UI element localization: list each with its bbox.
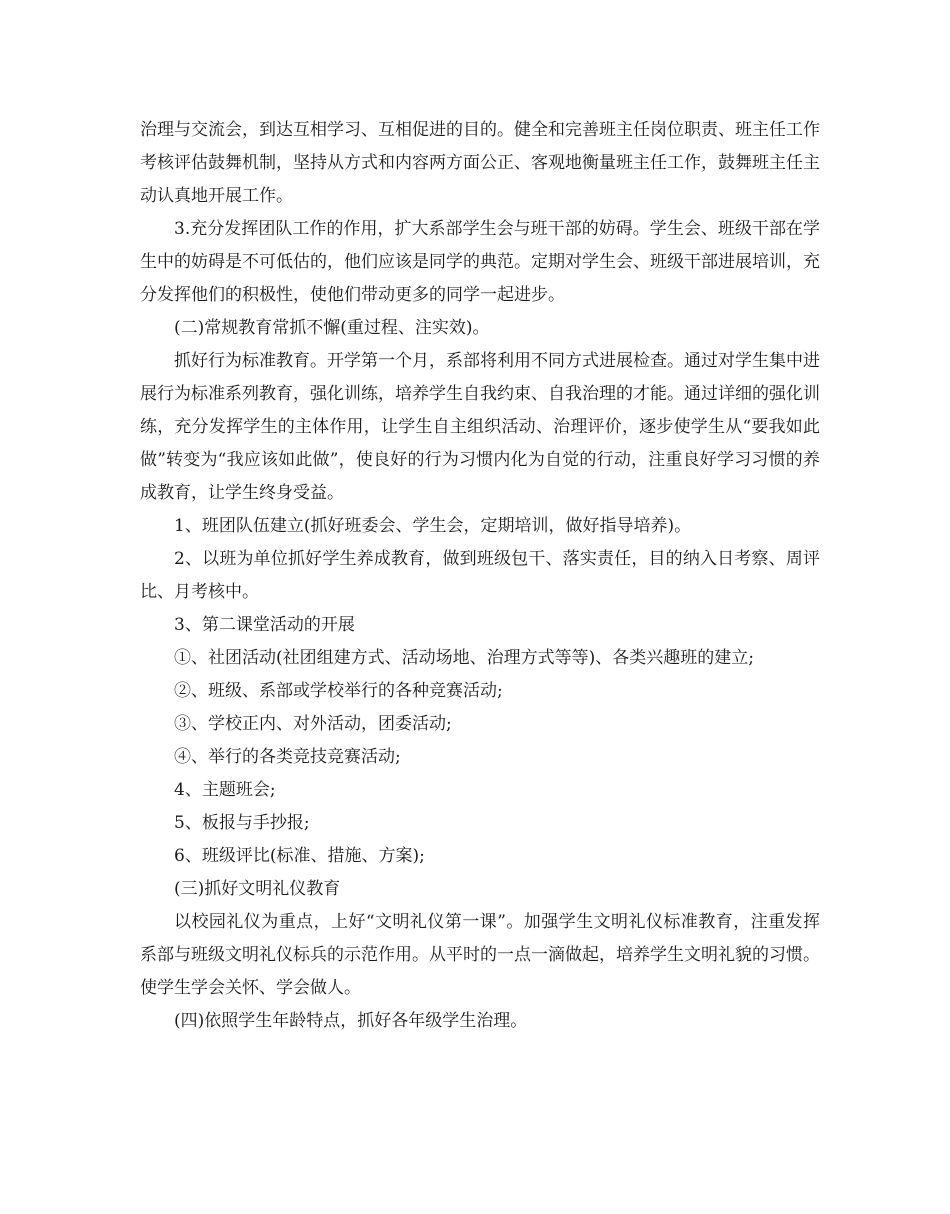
sub-list-item: ②、班级、系部或学校举行的各种竞赛活动;: [174, 681, 503, 701]
section-heading: (三)抓好文明礼仪教育: [174, 879, 341, 899]
list-item: 4、主题班会;: [174, 780, 276, 800]
list-item: 6、班级评比(标准、措施、方案);: [174, 846, 425, 866]
list-item: 1、班团队伍建立(抓好班委会、学生会，定期培训，做好指导培养)。: [174, 516, 692, 536]
document-body: [140, 114, 820, 1038]
section-heading: (二)常规教育常抓不懈(重过程、注实效)。: [174, 318, 490, 338]
list-item: 5、板报与手抄报;: [174, 813, 310, 833]
paragraph: 3.充分发挥团队工作的作用，扩大系部学生会与班干部的妨碍。学生会、班级干部在学生中的妨碍是不可低估的，他们应该是同学的典范。定期对学生会、班级干部进展培训，充分发挥他们的积极性，使他们带动更多的同学一起进步。: [140, 219, 820, 305]
paragraph: 以校园礼仪为重点，上好“文明礼仪第一课”。加强学生文明礼仪标准教育，注重发挥系部与班级文明礼仪标兵的示范作用。从平时的一点一滴做起，培养学生文明礼貌的习惯。使学生学会关怀、学会做人。: [140, 912, 820, 998]
sub-list-item: ④、举行的各类竞技竞赛活动;: [174, 747, 401, 767]
list-item: 3、第二课堂活动的开展: [174, 615, 355, 635]
sub-list-item: ③、学校正内、对外活动，团委活动;: [174, 714, 452, 734]
paragraph: 治理与交流会，到达互相学习、互相促进的目的。健全和完善班主任岗位职责、班主任工作考核评估鼓舞机制，坚持从方式和内容两方面公正、客观地衡量班主任工作，鼓舞班主任主动认真地开展工作。: [140, 120, 820, 206]
sub-list-item: ①、社团活动(社团组建方式、活动场地、治理方式等等)、各类兴趣班的建立;: [174, 648, 754, 668]
list-item: 2、以班为单位抓好学生养成教育，做到班级包干、落实责任，目的纳入日考察、周评比、月考核中。: [140, 549, 820, 602]
section-heading: (四)依照学生年龄特点，抓好各年级学生治理。: [174, 1011, 528, 1031]
paragraph: 抓好行为标准教育。开学第一个月，系部将利用不同方式进展检查。通过对学生集中进展行为标准系列教育，强化训练，培养学生自我约束、自我治理的才能。通过详细的强化训练，充分发挥学生的主体作用，让学生自主组织活动、治理评价，逐步使学生从“要我如此做”转变为“我应该如此做”，使良好的行为习惯内化为自觉的行动，注重良好学习习惯的养成教育，让学生终身受益。: [140, 351, 820, 503]
